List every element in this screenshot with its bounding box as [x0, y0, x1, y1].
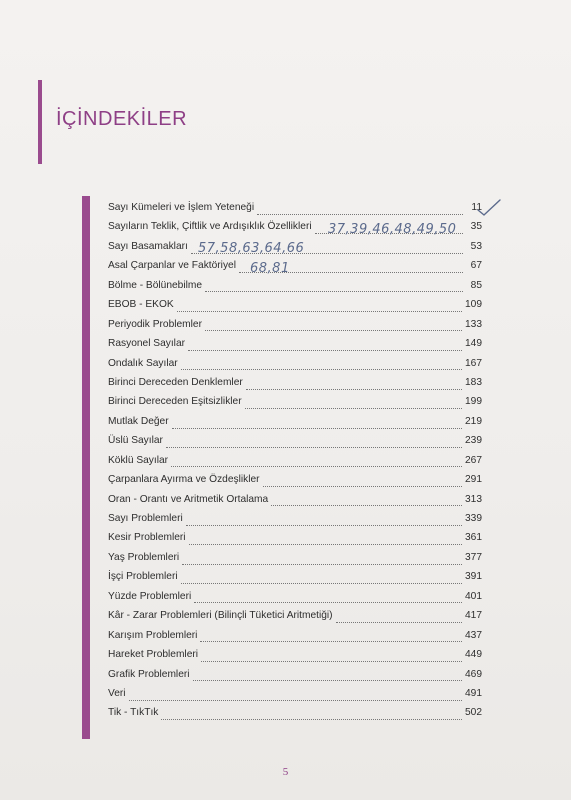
toc-page-number: 361 — [465, 532, 482, 544]
toc-page-number: 183 — [465, 376, 482, 388]
leader-dots — [194, 602, 462, 603]
leader-dots — [245, 408, 462, 409]
toc-page-number: 391 — [465, 571, 482, 583]
toc-row — [108, 494, 482, 513]
toc-label: Sayı Kümeleri ve İşlem Yeteneği — [108, 202, 255, 213]
handwritten-note-row4: 68,81 — [250, 261, 290, 276]
toc-label: Bölme - Bölünebilme — [108, 279, 202, 291]
toc-label: Periyodik Problemler — [108, 318, 202, 330]
toc-page-number: 449 — [465, 649, 482, 661]
toc-label: Grafik Problemleri — [108, 668, 190, 680]
toc-row — [108, 688, 482, 707]
toc-page-number: 291 — [465, 474, 482, 486]
toc-label: Sayı Problemleri — [108, 513, 183, 524]
toc-label: Asal Çarpanlar ve Faktöriyel — [108, 260, 236, 272]
leader-dots — [205, 330, 462, 331]
toc-label: Veri — [108, 687, 126, 699]
page-title: İÇİNDEKİLER — [56, 108, 188, 130]
leader-dots — [166, 447, 462, 448]
toc-label: Mutlak Değer — [108, 415, 169, 427]
toc-label: Birinci Dereceden Denklemler — [108, 376, 243, 388]
toc-row — [108, 455, 482, 474]
toc-row — [108, 669, 482, 688]
toc-row — [108, 630, 482, 649]
toc-page-number: 53 — [470, 240, 482, 252]
toc-page-number: 67 — [470, 260, 482, 272]
leader-dots — [271, 505, 462, 506]
toc-label: İşçi Problemleri — [108, 571, 178, 583]
leader-dots — [201, 661, 462, 662]
toc-label: Sayı Basamakları — [108, 240, 188, 252]
toc-row — [108, 202, 482, 221]
toc-row — [108, 552, 482, 571]
leader-dots — [193, 680, 462, 681]
title-accent-bar — [38, 80, 42, 164]
toc-label: Hareket Problemleri — [108, 649, 199, 661]
toc-page-number: 109 — [465, 299, 482, 311]
toc-row — [108, 513, 482, 532]
toc-row — [108, 571, 482, 590]
toc-label: Oran - Orantı ve Aritmetik Ortalama — [108, 493, 269, 505]
toc-page-number: 11 — [471, 202, 482, 213]
toc-label: Yüzde Problemleri — [108, 590, 192, 602]
leader-dots — [263, 486, 462, 487]
table-of-contents — [108, 202, 482, 727]
leader-dots — [181, 583, 462, 584]
leader-dots — [246, 389, 462, 390]
toc-page-number: 401 — [465, 590, 482, 602]
toc-page-number: 219 — [465, 415, 482, 427]
toc-page-number: 469 — [465, 668, 482, 680]
toc-page-number: 417 — [465, 610, 482, 622]
toc-page-number: 239 — [465, 435, 482, 447]
toc-page-number: 377 — [465, 551, 482, 563]
toc-page-number: 35 — [470, 221, 482, 233]
leader-dots — [129, 700, 462, 701]
toc-row — [108, 358, 482, 377]
toc-accent-bar — [82, 196, 90, 739]
toc-row — [108, 260, 482, 279]
toc-row — [108, 532, 482, 551]
toc-row — [108, 299, 482, 318]
toc-page-number: 339 — [465, 513, 482, 524]
leader-dots — [181, 369, 462, 370]
bleed-through-text — [180, 85, 510, 115]
toc-row — [108, 707, 482, 726]
toc-row — [108, 610, 482, 629]
toc-row — [108, 319, 482, 338]
toc-page-number: 167 — [465, 357, 482, 369]
toc-row — [108, 649, 482, 668]
toc-label: Ondalık Sayılar — [108, 357, 178, 369]
toc-page-number: 199 — [465, 396, 482, 408]
leader-dots — [200, 641, 462, 642]
handwritten-note-row2: 37,39,46,48,49,50 — [328, 222, 457, 237]
toc-label: Yaş Problemleri — [108, 551, 180, 563]
toc-row — [108, 435, 482, 454]
leader-dots — [186, 525, 462, 526]
toc-label: EBOB - EKOK — [108, 299, 174, 311]
toc-page-number: 149 — [465, 338, 482, 350]
toc-page-number: 85 — [470, 279, 482, 291]
toc-row — [108, 396, 482, 415]
leader-dots — [161, 719, 462, 720]
toc-page-number: 502 — [465, 707, 482, 719]
toc-row — [108, 280, 482, 299]
leader-dots — [177, 311, 462, 312]
toc-row — [108, 474, 482, 493]
leader-dots — [172, 428, 462, 429]
toc-label: Kesir Problemleri — [108, 532, 186, 544]
handwritten-note-row3: 57,58,63,64,66 — [198, 241, 305, 256]
toc-label: Üslü Sayılar — [108, 435, 163, 447]
toc-label: Kâr - Zarar Problemleri (Bilinçli Tüketici Aritmetiği) — [108, 610, 333, 622]
toc-page-number: 133 — [465, 318, 482, 330]
toc-row — [108, 377, 482, 396]
leader-dots — [189, 544, 462, 545]
leader-dots — [171, 466, 462, 467]
toc-page-number: 437 — [465, 629, 482, 641]
toc-label: Sayıların Teklik, Çiftlik ve Ardışıklık Özellikleri — [108, 221, 312, 233]
toc-label: Rasyonel Sayılar — [108, 338, 186, 350]
page-number: 5 — [282, 766, 289, 778]
leader-dots — [205, 291, 463, 292]
leader-dots — [336, 622, 462, 623]
toc-label: Çarpanlara Ayırma ve Özdeşlikler — [108, 474, 260, 486]
toc-row — [108, 416, 482, 435]
toc-page-number: 267 — [465, 454, 482, 466]
toc-label: Tik - TıkTık — [108, 707, 159, 719]
toc-label: Birinci Dereceden Eşitsizlikler — [108, 396, 242, 408]
leader-dots — [182, 564, 462, 565]
checkmark-icon — [476, 198, 502, 218]
toc-label: Karışım Problemleri — [108, 629, 198, 641]
leader-dots — [188, 350, 462, 351]
toc-label: Köklü Sayılar — [108, 454, 169, 466]
toc-page-number: 491 — [465, 687, 482, 699]
toc-row — [108, 338, 482, 357]
toc-page-number: 313 — [465, 493, 482, 505]
toc-row — [108, 591, 482, 610]
leader-dots — [257, 214, 463, 215]
